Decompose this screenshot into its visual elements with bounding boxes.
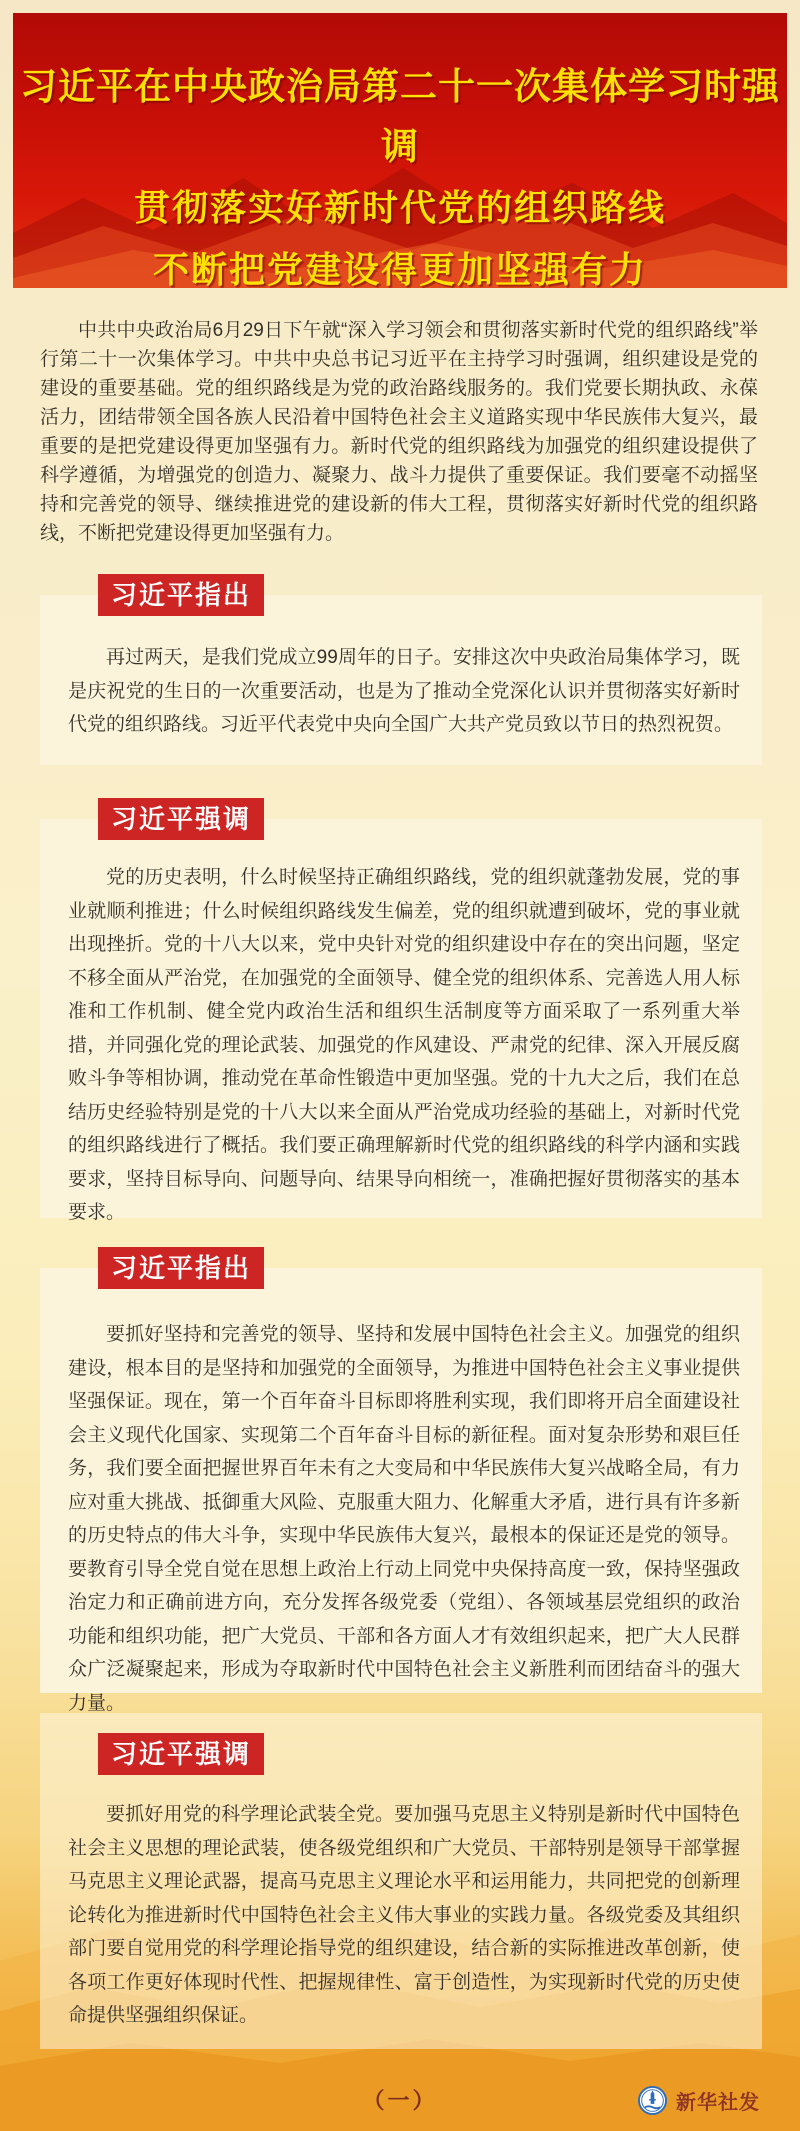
page-number: （一） — [362, 2088, 438, 2113]
xinhua-logo-icon — [638, 2086, 667, 2115]
quote-text-3: 要抓好坚持和完善党的领导、坚持和发展中国特色社会主义。加强党的组织建设，根本目的是坚持和加强党的全面领导，为推进中国特色社会主义事业提供坚强保证。现在，第一个百年奋斗目标即将胜利实现，我们即将开启全面建设社会主义现代化国家、实现第二个百年奋斗目标的新征程。面对复杂形势和艰巨任务，我们要全面把握世界百年未有之大变局和中华民族伟大复兴战略全局，有力应对重大挑战、抵御重大风险、克服重大阻力、化解重大矛盾，进行具有许多新的历史特点的伟大斗争，实现中华民族伟大复兴，最根本的保证还是党的领导。要教育引导全党自觉在思想上政治上行动上同党中央保持高度一致，保持坚强政治定力和正确前进方向，充分发挥各级党委（党组）、各领域基层党组织的政治功能和组织功能，把广大党员、干部和各方面人才有效组织起来，把广大人民群众广泛凝聚起来，形成为夺取新时代中国特色社会主义新胜利而团结奋斗的强大力量。 — [68, 1324, 740, 1714]
quote-box-2 — [40, 804, 762, 1223]
quote-box-4 — [40, 1713, 762, 2049]
quote-box-3 — [40, 1253, 762, 1714]
badge-xi-emphasized-2: 习近平强调 — [98, 1733, 264, 1775]
intro-paragraph: 中共中央政治局6月29日下午就“深入学习领会和贯彻落实新时代党的组织路线”举行第二十一次集体学习。中共中央总书记习近平在主持学习时强调，组织建设是党的建设的重要基础。党的组织路线是为党的政治路线服务的。我们党要长期执政、永葆活力，团结带领全国各族人民沿着中国特色社会主义道路实现中华民族伟大复兴，最重要的是把党建设得更加坚强有力。新时代党的组织路线为加强党的组织建设提供了科学遵循，为增强党的创造力、凝聚力、战斗力提供了重要保证。我们要毫不动摇坚持和完善党的领导、继续推进党的建设新的伟大工程，贯彻落实好新时代党的组织路线，不断把党建设得更加坚强有力。 — [40, 320, 758, 544]
badge-xi-pointed-out-1: 习近平指出 — [98, 574, 264, 616]
agency-credit-text: 新华社发 — [676, 2092, 760, 2114]
quote-text-1: 再过两天，是我们党成立99周年的日子。安排这次中央政治局集体学习，既是庆祝党的生日的一次重要活动，也是为了推动全党深化认识并贯彻落实好新时代党的组织路线。习近平代表党中央向全国广大共产党员致以节日的热烈祝贺。 — [68, 647, 740, 735]
title-line-1: 习近平在中央政治局第二十一次集体学习时强调 — [20, 66, 780, 167]
page-title — [13, 13, 787, 288]
agency-credit — [638, 2086, 760, 2115]
quote-text-4: 要抓好用党的科学理论武装全党。要加强马克思主义特别是新时代中国特色社会主义思想的理论武装，使各级党组织和广大党员、干部特别是领导干部掌握马克思主义理论武器，提高马克思主义理论水平和运用能力，共同把党的创新理论转化为推进新时代中国特色社会主义伟大事业的实践力量。各级党委及其组织部门要自觉用党的科学理论指导党的组织建设，结合新的实际推进改革创新，使各项工作更好体现时代性、把握规律性、富于创造性，为实现新时代党的历史使命提供坚强组织保证。 — [68, 1804, 740, 2026]
quote-box-1 — [40, 580, 762, 765]
header-banner — [13, 13, 787, 288]
quote-text-2: 党的历史表明，什么时候坚持正确组织路线，党的组织就蓬勃发展，党的事业就顺利推进；什么时候组织路线发生偏差，党的组织就遭到破坏，党的事业就出现挫折。党的十八大以来，党中央针对党的组织建设中存在的突出问题，坚定不移全面从严治党，在加强党的全面领导、健全党的组织体系、完善选人用人标准和工作机制、健全党内政治生活和组织生活制度等方面采取了一系列重大举措，并同强化党的理论武装、加强党的作风建设、严肃党的纪律、深入开展反腐败斗争等相协调，推动党在革命性锻造中更加坚强。党的十九大之后，我们在总结历史经验特别是党的十八大以来全面从严治党成功经验的基础上，对新时代党的组织路线进行了概括。我们要正确理解新时代党的组织路线的科学内涵和实践要求，坚持目标导向、问题导向、结果导向相统一，准确把握好贯彻落实的基本要求。 — [68, 867, 740, 1223]
badge-xi-pointed-out-2: 习近平指出 — [98, 1247, 264, 1289]
title-line-3: 不断把党建设得更加坚强有力 — [152, 249, 647, 288]
badge-xi-emphasized-1: 习近平强调 — [98, 798, 264, 840]
title-line-2: 贯彻落实好新时代党的组织路线 — [133, 187, 666, 228]
